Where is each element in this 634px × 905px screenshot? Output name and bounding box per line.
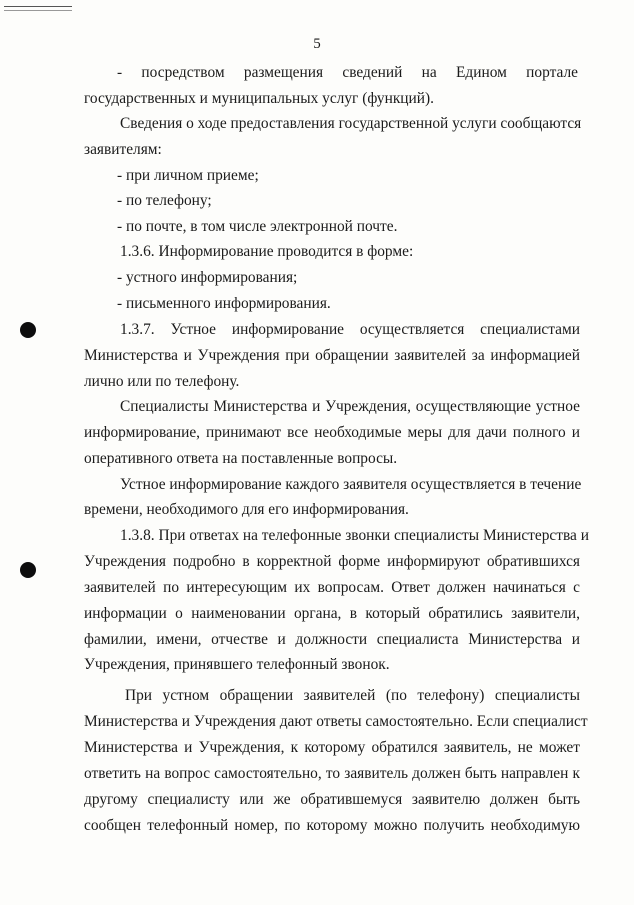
text-line: При устном обращении заявителей (по телефону) специалисты bbox=[125, 687, 580, 704]
text-line: лично или по телефону. bbox=[84, 373, 240, 390]
page-number: 5 bbox=[313, 36, 321, 52]
punch-hole-bottom bbox=[20, 562, 36, 578]
text-line: Сведения о ходе предоставления государственной услуги сообщаются bbox=[120, 115, 582, 132]
text-line: сообщен телефонный номер, по которому можно получить необходимую bbox=[84, 817, 580, 834]
scan-edge-line bbox=[4, 10, 72, 11]
punch-hole-top bbox=[20, 322, 36, 338]
text-line: - при личном приеме; bbox=[117, 167, 259, 184]
text-line: государственных и муниципальных услуг (функций). bbox=[84, 90, 434, 107]
text-line: заявителям: bbox=[84, 141, 162, 158]
text-line: - по телефону; bbox=[117, 192, 212, 209]
text-line: - по почте, в том числе электронной почте. bbox=[117, 218, 398, 235]
text-line: фамилии, имени, отчестве и должности специалиста Министерства и bbox=[84, 631, 580, 648]
text-line: Учреждения подробно в корректной форме информируют обратившихся bbox=[84, 553, 580, 570]
text-line: ответить на вопрос самостоятельно, то заявитель должен быть направлен к bbox=[84, 765, 580, 782]
text-line: Специалисты Министерства и Учреждения, осуществляющие устное bbox=[120, 398, 580, 415]
text-line: - письменного информирования. bbox=[117, 295, 331, 312]
text-line: Устное информирование каждого заявителя осуществляется в течение bbox=[120, 476, 582, 493]
text-line: Министерства и Учреждения, к которому обратился заявитель, не может bbox=[84, 739, 580, 756]
text-line: Министерства и Учреждения при обращении заявителей за информацией bbox=[84, 347, 580, 364]
text-line: информирование, принимают все необходимые меры для дачи полного и bbox=[84, 424, 580, 441]
text-line: Учреждения, принявшего телефонный звонок. bbox=[84, 656, 390, 673]
text-line: - устного информирования; bbox=[117, 269, 298, 286]
text-line: - посредством размещения сведений на Едином портале bbox=[117, 64, 578, 81]
text-line: заявителей по интересующим их вопросам. Ответ должен начинаться с bbox=[84, 579, 580, 596]
text-line: 1.3.8. При ответах на телефонные звонки специалисты Министерства и bbox=[120, 527, 589, 544]
text-line: времени, необходимого для его информирования. bbox=[84, 501, 409, 518]
text-line: Министерства и Учреждения дают ответы самостоятельно. Если специалист bbox=[84, 713, 588, 730]
text-line: оперативного ответа на поставленные вопросы. bbox=[84, 450, 398, 467]
scan-edge-line bbox=[4, 6, 72, 7]
text-line: 1.3.6. Информирование проводится в форме: bbox=[120, 243, 414, 260]
text-line: другому специалисту или же обратившемуся заявителю должен быть bbox=[84, 791, 580, 808]
text-line: 1.3.7. Устное информирование осуществляется специалистами bbox=[120, 321, 580, 338]
text-line: информации о наименовании органа, в который обратились заявители, bbox=[84, 605, 580, 622]
